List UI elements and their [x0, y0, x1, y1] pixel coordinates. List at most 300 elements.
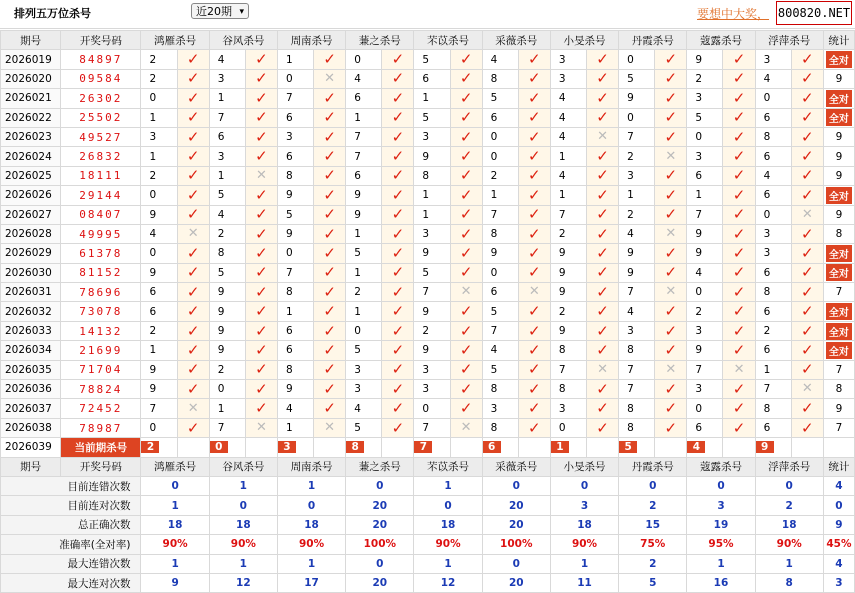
result-cell [314, 50, 346, 69]
kill-number-cell: 1 [346, 263, 382, 282]
cross-icon: ✕ [665, 226, 677, 242]
kill-number-cell: 0 [141, 186, 177, 205]
kill-number-cell: 1 [619, 186, 655, 205]
check-icon: ✓ [459, 205, 473, 224]
result-cell [518, 244, 550, 263]
kill-number-cell: 7 [414, 418, 450, 437]
check-icon: ✓ [459, 147, 473, 166]
check-icon: ✓ [459, 166, 473, 185]
check-icon: ✓ [323, 147, 336, 166]
current-kill-number: 3 [278, 441, 296, 453]
col-header-killer[interactable]: 采薇杀号 [482, 31, 550, 50]
check-icon: ✓ [323, 108, 336, 127]
kill-number-cell: 1 [687, 186, 723, 205]
cross-icon: ✕ [528, 284, 540, 300]
kill-number-cell: 6 [346, 166, 382, 185]
kill-number-cell: 6 [482, 283, 518, 302]
current-blank-cell [655, 438, 687, 457]
period-cell: 2026031 [1, 283, 61, 302]
check-icon: ✓ [596, 282, 609, 301]
cross-icon: ✕ [460, 420, 472, 435]
check-icon: ✓ [255, 224, 268, 243]
col-header-killer[interactable]: 丹霞杀号 [619, 31, 687, 50]
kill-number-cell: 2 [755, 321, 791, 340]
kill-number-cell: 0 [277, 69, 313, 88]
result-cell [587, 263, 619, 282]
check-icon: ✓ [255, 88, 268, 107]
site-badge[interactable]: 800820.NET [776, 1, 852, 25]
check-icon: ✓ [528, 108, 541, 127]
col-header-killer[interactable]: 周南杀号 [277, 457, 345, 476]
result-cell [518, 166, 550, 185]
kill-number-cell: 3 [209, 147, 245, 166]
stat-value: 11 [550, 573, 618, 592]
kill-number-cell: 1 [209, 166, 245, 185]
col-header-killer[interactable]: 周南杀号 [277, 31, 345, 50]
kill-number-cell: 9 [141, 380, 177, 399]
kill-number-cell: 4 [619, 302, 655, 321]
check-icon: ✓ [664, 243, 678, 262]
kill-number-cell: 8 [755, 283, 791, 302]
kill-number-cell: 8 [277, 283, 313, 302]
col-header-period: 期号 [1, 457, 61, 476]
check-icon: ✓ [391, 399, 405, 418]
current-kill-number: 2 [141, 441, 159, 453]
check-icon: ✓ [664, 50, 678, 69]
kill-number-cell: 7 [755, 380, 791, 399]
result-cell [791, 224, 823, 243]
result-cell [518, 108, 550, 127]
stat-value: 19 [687, 515, 755, 534]
current-kill-cell [209, 438, 245, 457]
result-cell [791, 302, 823, 321]
check-icon: ✓ [800, 185, 814, 204]
kill-number-cell: 3 [346, 360, 382, 379]
kill-number-cell: 9 [414, 244, 450, 263]
kill-number-cell: 7 [550, 360, 586, 379]
check-icon: ✓ [800, 340, 814, 359]
result-cell [655, 321, 687, 340]
current-kill-cell [414, 438, 450, 457]
kill-number-cell: 7 [346, 147, 382, 166]
stat-value: 0 [141, 476, 209, 495]
kill-number-cell: 5 [209, 186, 245, 205]
kill-number-cell: 7 [141, 399, 177, 418]
stat-total: 4 [823, 476, 854, 495]
check-icon: ✓ [664, 205, 678, 224]
stat-value: 2 [619, 554, 687, 573]
stat-value: 1 [141, 554, 209, 573]
kill-number-cell: 1 [141, 147, 177, 166]
col-header-killer[interactable]: 鸿雁杀号 [141, 31, 209, 50]
kill-number-cell: 0 [482, 147, 518, 166]
kill-number-cell: 9 [619, 244, 655, 263]
kill-number-cell: 0 [755, 89, 791, 108]
check-icon: ✓ [391, 302, 405, 321]
result-cell [314, 399, 346, 418]
cross-icon: ✕ [460, 284, 472, 300]
kill-number-cell: 6 [687, 418, 723, 437]
result-cell [655, 244, 687, 263]
table-row [1, 205, 855, 224]
table-header-row [1, 31, 855, 50]
kill-number-cell: 9 [619, 263, 655, 282]
stat-value: 1 [687, 554, 755, 573]
cross-icon: ✕ [324, 420, 336, 435]
result-cell [177, 186, 209, 205]
period-cell: 2026024 [1, 147, 61, 166]
col-header-killer[interactable]: 谷风杀号 [209, 457, 277, 476]
kill-number-cell: 9 [414, 147, 450, 166]
kill-number-cell: 5 [346, 341, 382, 360]
kill-number-cell: 6 [209, 127, 245, 146]
check-icon: ✓ [596, 340, 609, 359]
table-row [1, 341, 855, 360]
current-kill-number: 4 [687, 441, 705, 453]
kill-number-cell: 8 [277, 166, 313, 185]
kill-number-cell: 2 [687, 69, 723, 88]
draw-code-cell: 61378 [61, 244, 141, 263]
col-header-killer[interactable]: 丹霞杀号 [619, 457, 687, 476]
period-cell: 2026030 [1, 263, 61, 282]
promo-link[interactable]: 要想中大奖， [697, 7, 770, 21]
result-cell [177, 89, 209, 108]
result-cell [655, 302, 687, 321]
current-blank-cell [791, 438, 823, 457]
col-header-killer[interactable]: 芣苡杀号 [414, 457, 482, 476]
current-blank-cell [245, 438, 277, 457]
kill-number-cell: 8 [755, 399, 791, 418]
result-cell [382, 244, 414, 263]
table-row [1, 89, 855, 108]
kill-number-cell: 6 [414, 69, 450, 88]
kill-number-cell: 2 [141, 321, 177, 340]
result-cell [314, 360, 346, 379]
draw-code-cell: 08407 [61, 205, 141, 224]
top-bar [0, 0, 855, 29]
check-icon: ✓ [323, 302, 336, 321]
result-cell [314, 321, 346, 340]
row-total-cell [823, 321, 854, 340]
result-cell [245, 263, 277, 282]
check-icon: ✓ [391, 69, 405, 88]
result-cell [518, 89, 550, 108]
check-icon: ✓ [323, 321, 336, 340]
cross-icon: ✕ [665, 148, 677, 164]
kill-number-cell: 1 [346, 302, 382, 321]
col-header-killer[interactable]: 鸿雁杀号 [141, 457, 209, 476]
result-cell [450, 380, 482, 399]
stat-value: 0 [550, 476, 618, 495]
result-cell [723, 399, 755, 418]
kill-number-cell: 0 [687, 283, 723, 302]
col-header-killer[interactable]: 小旻杀号 [550, 31, 618, 50]
kill-number-cell: 0 [346, 50, 382, 69]
result-cell [245, 360, 277, 379]
result-cell [791, 108, 823, 127]
result-cell [314, 244, 346, 263]
stat-value: 20 [482, 573, 550, 592]
cross-icon: ✕ [597, 361, 609, 377]
period-cell: 2026033 [1, 321, 61, 340]
kill-number-cell: 2 [141, 166, 177, 185]
check-icon: ✓ [664, 321, 678, 340]
period-cell: 2026019 [1, 50, 61, 69]
current-kill-number: 9 [756, 441, 774, 453]
result-cell [587, 127, 619, 146]
kill-number-table [0, 30, 855, 593]
result-cell [655, 418, 687, 437]
kill-number-cell: 1 [346, 108, 382, 127]
check-icon: ✓ [732, 224, 746, 243]
kill-number-cell: 1 [414, 89, 450, 108]
result-cell [587, 283, 619, 302]
check-icon: ✓ [186, 263, 200, 282]
kill-number-cell: 7 [482, 321, 518, 340]
check-icon: ✓ [459, 360, 473, 379]
result-cell [450, 186, 482, 205]
kill-number-cell: 5 [277, 205, 313, 224]
check-icon: ✓ [391, 166, 405, 185]
draw-code-cell: 26302 [61, 89, 141, 108]
stat-total: 9 [823, 515, 854, 534]
stat-value: 15 [619, 515, 687, 534]
check-icon: ✓ [255, 399, 268, 418]
check-icon: ✓ [186, 185, 200, 204]
check-icon: ✓ [391, 321, 405, 340]
current-kill-cell [277, 438, 313, 457]
result-cell [723, 50, 755, 69]
result-cell [587, 205, 619, 224]
check-icon: ✓ [186, 69, 200, 88]
current-blank-cell [587, 438, 619, 457]
check-icon: ✓ [732, 185, 746, 204]
stat-row [1, 554, 855, 573]
result-cell [450, 418, 482, 437]
kill-number-cell: 9 [277, 224, 313, 243]
col-header-killer[interactable]: 芣苡杀号 [414, 31, 482, 50]
kill-number-cell: 4 [550, 127, 586, 146]
kill-number-cell: 3 [346, 380, 382, 399]
check-icon: ✓ [186, 88, 200, 107]
kill-number-cell: 1 [209, 89, 245, 108]
kill-number-cell: 2 [619, 205, 655, 224]
draw-code-cell: 49527 [61, 127, 141, 146]
col-header-killer[interactable]: 谷风杀号 [209, 31, 277, 50]
check-icon: ✓ [800, 224, 814, 243]
col-header-killer[interactable]: 蒹之杀号 [346, 457, 414, 476]
kill-number-cell: 1 [550, 186, 586, 205]
result-cell [177, 166, 209, 185]
check-icon: ✓ [186, 302, 200, 321]
check-icon: ✓ [732, 69, 746, 88]
result-cell [245, 186, 277, 205]
stat-value: 20 [346, 496, 414, 515]
kill-number-cell: 6 [277, 147, 313, 166]
check-icon: ✓ [323, 340, 336, 359]
check-icon: ✓ [391, 147, 405, 166]
kill-number-cell: 7 [209, 108, 245, 127]
col-header-killer[interactable]: 蔻露杀号 [687, 31, 755, 50]
check-icon: ✓ [391, 340, 405, 359]
result-cell [450, 50, 482, 69]
check-icon: ✓ [528, 243, 541, 262]
check-icon: ✓ [255, 147, 268, 166]
col-header-killer[interactable]: 采薇杀号 [482, 457, 550, 476]
draw-code-cell: 14132 [61, 321, 141, 340]
period-cell: 2026038 [1, 418, 61, 437]
kill-number-cell: 8 [482, 418, 518, 437]
kill-number-cell: 3 [619, 321, 655, 340]
result-cell [655, 127, 687, 146]
kill-number-cell: 7 [619, 360, 655, 379]
check-icon: ✓ [664, 69, 678, 88]
result-cell [791, 186, 823, 205]
check-icon: ✓ [459, 127, 473, 146]
check-icon: ✓ [391, 88, 405, 107]
check-icon: ✓ [255, 205, 268, 224]
table-row [1, 360, 855, 379]
check-icon: ✓ [732, 282, 746, 301]
stat-value: 90% [755, 535, 823, 554]
row-total-cell [823, 50, 854, 69]
kill-number-cell: 3 [277, 127, 313, 146]
draw-code-cell: 78696 [61, 283, 141, 302]
check-icon: ✓ [459, 108, 473, 127]
stat-value: 0 [482, 476, 550, 495]
check-icon: ✓ [664, 399, 678, 418]
kill-number-cell: 0 [141, 89, 177, 108]
check-icon: ✓ [800, 418, 814, 437]
kill-number-cell: 3 [755, 50, 791, 69]
kill-number-cell: 1 [755, 360, 791, 379]
cross-icon: ✕ [255, 420, 267, 435]
kill-number-cell: 6 [755, 263, 791, 282]
current-kill-cell [755, 438, 791, 457]
check-icon: ✓ [800, 147, 814, 166]
stat-value: 20 [482, 496, 550, 515]
table-row [1, 69, 855, 88]
kill-number-cell: 9 [414, 341, 450, 360]
row-total-cell [823, 244, 854, 263]
result-cell [314, 147, 346, 166]
check-icon: ✓ [186, 108, 200, 127]
check-icon: ✓ [528, 127, 541, 146]
kill-number-cell: 8 [482, 69, 518, 88]
kill-number-cell: 9 [209, 302, 245, 321]
result-cell [791, 244, 823, 263]
kill-number-cell: 9 [687, 50, 723, 69]
kill-number-cell: 2 [550, 224, 586, 243]
kill-number-cell: 0 [619, 108, 655, 127]
row-total-cell: 8 [823, 224, 854, 243]
kill-number-cell: 6 [687, 166, 723, 185]
result-cell [245, 205, 277, 224]
result-cell [382, 360, 414, 379]
period-cell: 2026032 [1, 302, 61, 321]
kill-number-cell: 4 [755, 166, 791, 185]
result-cell [382, 127, 414, 146]
result-cell [177, 50, 209, 69]
current-total-cell [823, 438, 854, 457]
stat-value: 1 [277, 554, 345, 573]
kill-number-cell: 5 [414, 108, 450, 127]
result-cell [314, 263, 346, 282]
stat-value: 90% [209, 535, 277, 554]
result-cell [518, 186, 550, 205]
check-icon: ✓ [528, 50, 541, 69]
result-cell [587, 108, 619, 127]
result-cell [177, 360, 209, 379]
check-icon: ✓ [186, 147, 200, 166]
col-header-killer[interactable]: 蒹之杀号 [346, 31, 414, 50]
result-cell [791, 399, 823, 418]
check-icon: ✓ [528, 69, 541, 88]
period-range-select[interactable] [191, 3, 249, 19]
stat-value: 100% [346, 535, 414, 554]
col-header-killer[interactable]: 小旻杀号 [550, 457, 618, 476]
result-cell [723, 244, 755, 263]
kill-number-cell: 4 [346, 69, 382, 88]
result-cell [450, 244, 482, 263]
result-cell [723, 89, 755, 108]
kill-number-cell: 9 [550, 263, 586, 282]
all-correct-badge: 全对 [826, 303, 852, 320]
table-row [1, 418, 855, 437]
result-cell [655, 89, 687, 108]
result-cell [314, 166, 346, 185]
row-total-cell [823, 89, 854, 108]
check-icon: ✓ [664, 379, 678, 398]
kill-number-cell: 8 [209, 244, 245, 263]
stat-value: 3 [550, 496, 618, 515]
result-cell [723, 380, 755, 399]
result-cell [177, 341, 209, 360]
kill-number-cell: 7 [619, 283, 655, 302]
check-icon: ✓ [391, 418, 405, 437]
result-cell [655, 283, 687, 302]
stat-label: 总正确次数 [1, 515, 141, 534]
kill-number-cell: 8 [619, 399, 655, 418]
kill-number-cell: 1 [277, 302, 313, 321]
result-cell [587, 69, 619, 88]
check-icon: ✓ [459, 399, 473, 418]
check-icon: ✓ [664, 127, 678, 146]
result-cell [314, 127, 346, 146]
result-cell [450, 321, 482, 340]
check-icon: ✓ [255, 108, 268, 127]
result-cell [723, 360, 755, 379]
col-header-killer[interactable]: 蔻露杀号 [687, 457, 755, 476]
kill-number-cell: 6 [755, 302, 791, 321]
kill-number-cell: 3 [414, 360, 450, 379]
kill-number-cell: 0 [619, 50, 655, 69]
result-cell [245, 418, 277, 437]
stat-value: 0 [414, 496, 482, 515]
current-blank-cell [518, 438, 550, 457]
row-total-cell: 8 [823, 380, 854, 399]
kill-number-cell: 4 [209, 205, 245, 224]
check-icon: ✓ [186, 50, 200, 69]
col-header-killer[interactable]: 浮萍杀号 [755, 31, 823, 50]
stat-value: 9 [141, 573, 209, 592]
col-header-killer[interactable]: 浮萍杀号 [755, 457, 823, 476]
result-cell [518, 263, 550, 282]
stat-value: 0 [209, 496, 277, 515]
result-cell [450, 399, 482, 418]
result-cell [791, 127, 823, 146]
result-cell [791, 50, 823, 69]
